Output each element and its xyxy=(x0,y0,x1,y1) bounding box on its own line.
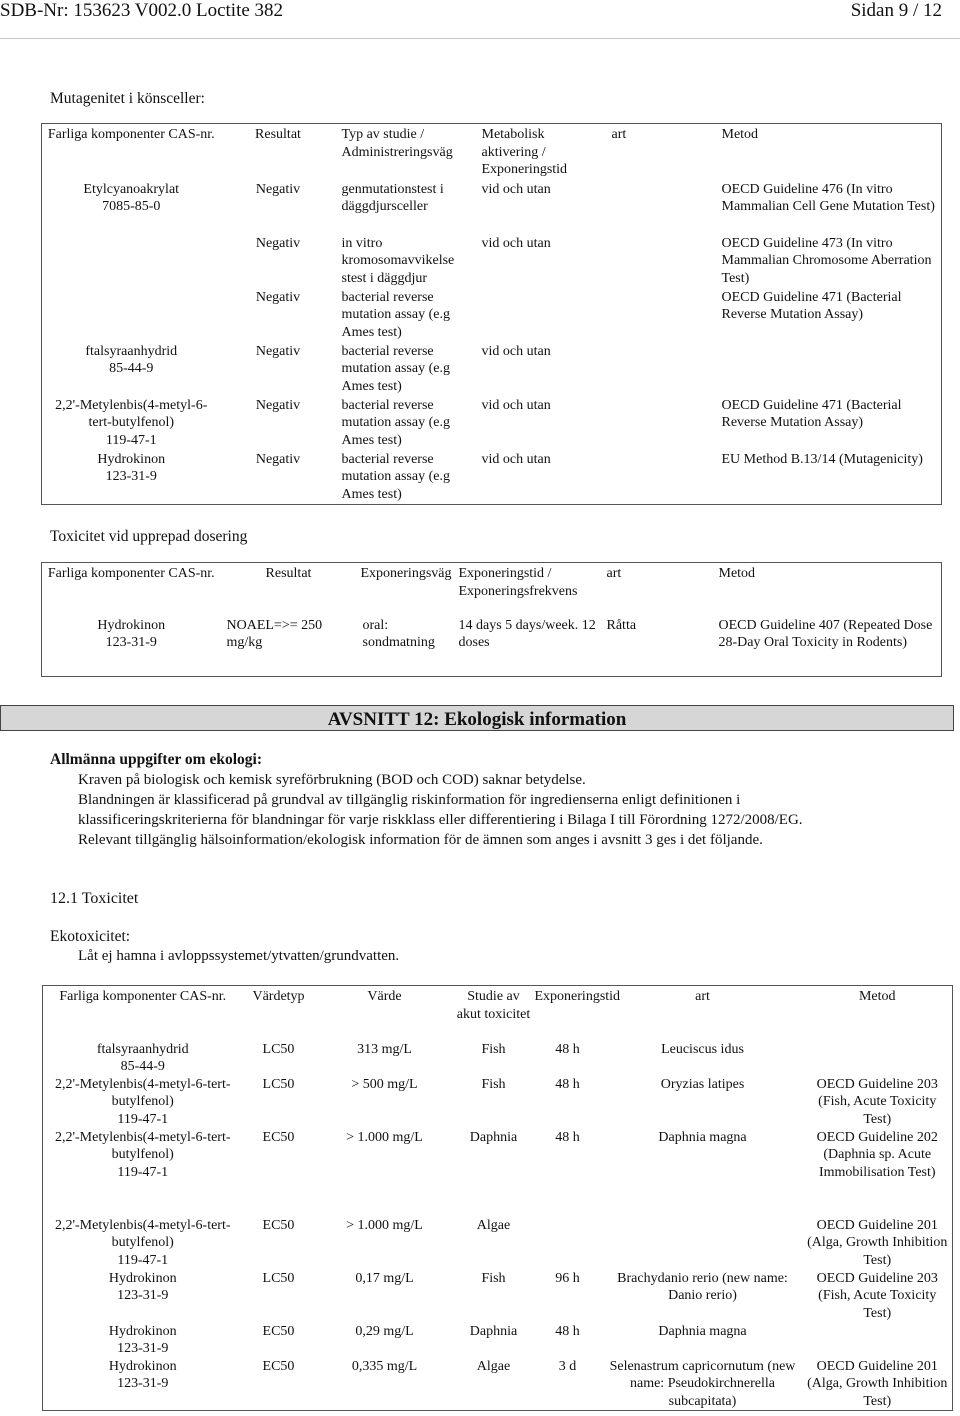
substance-name: ftalsyraanhydrid xyxy=(96,1041,189,1057)
result-cell: Negativ xyxy=(255,451,301,467)
species-cell xyxy=(606,397,714,451)
method-cell: OECD Guideline 201 (Alga, Growth Inhibition Test) xyxy=(807,1217,948,1268)
method-cell: OECD Guideline 473 (In vitro Mammalian Chromosome Aberration Test) xyxy=(721,235,932,286)
result-cell: NOAEL=>= 250 mg/kg xyxy=(226,617,323,650)
col-components: Farliga komponenter CAS-nr. xyxy=(47,566,215,581)
time-cell: 48 h xyxy=(555,1076,580,1092)
table-row xyxy=(43,1076,953,1129)
species-cell: Oryzias latipes xyxy=(660,1076,745,1092)
species-cell xyxy=(603,1217,803,1270)
result-cell: Negativ xyxy=(255,343,301,359)
study-cell: Fish xyxy=(481,1041,506,1057)
col-result: Resultat xyxy=(265,566,312,581)
col-value-type: Värdetyp xyxy=(252,989,305,1004)
result-cell: Negativ xyxy=(255,181,301,197)
study-cell: bacterial reverse mutation assay (e.g Ames test) xyxy=(341,343,450,394)
col-species: art xyxy=(611,127,627,142)
col-method: Metod xyxy=(858,989,896,1004)
value-cell: > 500 mg/L xyxy=(351,1076,418,1092)
study-cell: bacterial reverse mutation assay (e.g Ames test) xyxy=(341,451,450,502)
table-row xyxy=(42,451,942,505)
substance-cas: 119-47-1 xyxy=(117,1164,169,1180)
substance-name: Hydrokinon xyxy=(108,1270,177,1286)
species-cell xyxy=(606,289,714,343)
activation-cell: vid och utan xyxy=(481,343,551,359)
substance-name: ftalsyraanhydrid xyxy=(85,343,178,359)
substance-cell xyxy=(43,1358,243,1411)
col-duration: Exponeringstid / Exponeringsfrekvens xyxy=(458,566,578,599)
substance-name: 2,2'-Metylenbis(4-metyl-6-tert-butylfenol) xyxy=(54,1129,231,1162)
substance-cell xyxy=(42,617,221,677)
substance-cell xyxy=(43,1217,243,1270)
value-type-cell: LC50 xyxy=(262,1041,295,1057)
table-row xyxy=(43,1041,953,1076)
time-cell: 96 h xyxy=(555,1270,580,1286)
col-species: art xyxy=(606,566,622,581)
substance-cell xyxy=(43,1129,243,1217)
general-line: Blandningen är klassificerad på grundval av tillgänglig riskinformation för ingredienserna enligt definitionen i xyxy=(78,792,741,808)
method-cell: OECD Guideline 471 (Bacterial Reverse Mutation Assay) xyxy=(721,289,902,322)
page-header xyxy=(0,0,960,36)
value-cell: 0,17 mg/L xyxy=(355,1270,414,1286)
activation-cell: vid och utan xyxy=(481,451,551,467)
activation-cell: vid och utan xyxy=(481,397,551,413)
col-study: Studie av akut toxicitet xyxy=(456,989,531,1022)
species-cell xyxy=(606,181,714,235)
mutagen-header-row xyxy=(42,124,942,181)
substance-cas: 123-31-9 xyxy=(105,635,157,650)
col-value: Värde xyxy=(367,989,402,1004)
col-activation: Metabolisk aktivering / Exponeringstid xyxy=(481,127,568,177)
substance-cell xyxy=(43,1076,243,1129)
time-cell: 3 d xyxy=(558,1358,577,1374)
document-id: SDB-Nr: 153623 V002.0 Loctite 382 xyxy=(0,0,284,21)
value-type-cell: EC50 xyxy=(262,1129,295,1145)
table-row xyxy=(43,1270,953,1323)
ecotox-heading: Ekotoxicitet: xyxy=(50,928,131,945)
substance-name: 2,2'-Metylenbis(4-metyl-6-tert-butylfenol) xyxy=(55,397,208,430)
result-cell: Negativ xyxy=(255,397,301,413)
table-row xyxy=(42,181,942,235)
general-heading: Allmänna uppgifter om ekologi: xyxy=(50,751,262,768)
study-cell: Fish xyxy=(481,1076,506,1092)
time-cell xyxy=(533,1217,603,1270)
value-cell: > 1.000 mg/L xyxy=(346,1217,423,1233)
value-cell: > 1.000 mg/L xyxy=(346,1129,423,1145)
value-type-cell: EC50 xyxy=(262,1323,295,1339)
col-study-type: Typ av studie / Administreringsväg xyxy=(341,127,453,160)
species-cell: Leuciscus idus xyxy=(661,1041,744,1057)
col-exposure-time: Exponeringstid xyxy=(534,989,621,1004)
repeated-heading: Toxicitet vid upprepad dosering xyxy=(50,528,248,545)
study-cell: Algae xyxy=(476,1358,511,1374)
method-cell: OECD Guideline 201 (Alga, Growth Inhibition Test) xyxy=(807,1358,948,1409)
substance-cell xyxy=(43,1323,243,1358)
substance-name: Hydrokinon xyxy=(108,1358,177,1374)
method-cell xyxy=(714,343,942,397)
species-cell xyxy=(606,235,714,289)
substance-cas: 123-31-9 xyxy=(117,1341,169,1356)
species-cell xyxy=(606,451,714,505)
substance-name: Etylcyanoakrylat xyxy=(83,181,180,197)
ecotox-header-row xyxy=(43,986,953,1041)
study-cell: bacterial reverse mutation assay (e.g Ames test) xyxy=(341,397,450,448)
col-components: Farliga komponenter CAS-nr. xyxy=(59,989,227,1004)
species-cell: Daphnia magna xyxy=(658,1323,747,1339)
study-cell: Algae xyxy=(476,1217,511,1233)
study-cell: Daphnia xyxy=(469,1129,518,1145)
time-cell: 48 h xyxy=(555,1323,580,1339)
col-components: Farliga komponenter CAS-nr. xyxy=(47,127,215,142)
species-cell: Daphnia magna xyxy=(658,1129,747,1145)
species-cell xyxy=(606,343,714,397)
time-cell: 48 h xyxy=(555,1129,580,1145)
table-row xyxy=(43,1323,953,1358)
study-cell: bacterial reverse mutation assay (e.g Ames test) xyxy=(341,289,450,340)
col-route: Exponeringsväg xyxy=(360,566,452,581)
activation-cell: vid och utan xyxy=(481,235,551,251)
species-cell: Brachydanio rerio (new name: Danio rerio) xyxy=(617,1270,788,1303)
substance-cas: 123-31-9 xyxy=(117,1288,169,1303)
substance-cell xyxy=(42,181,221,343)
method-cell: OECD Guideline 407 (Repeated Dose 28-Day Oral Toxicity in Rodents) xyxy=(718,617,933,650)
duration-cell: 14 days 5 days/week. 12 doses xyxy=(458,617,596,650)
page-number: Sidan 9 / 12 xyxy=(850,0,942,21)
general-line: Kraven på biologisk och kemisk syreförbrukning (BOD och COD) saknar betydelse. xyxy=(78,772,586,788)
substance-cas: 119-47-1 xyxy=(117,1111,169,1127)
time-cell: 48 h xyxy=(555,1041,580,1057)
value-type-cell: EC50 xyxy=(262,1217,295,1233)
general-line: klassificeringskriterierna för blandningar för varje riskklass eller differentiering i Bilaga I till Förordning 1272/2008/EG. xyxy=(78,812,803,828)
substance-cell xyxy=(42,343,221,397)
mutagen-heading: Mutagenitet i könsceller: xyxy=(50,90,205,107)
mutagen-table xyxy=(41,123,942,505)
method-cell: OECD Guideline 203 (Fish, Acute Toxicity Test) xyxy=(816,1076,938,1127)
table-row xyxy=(42,617,942,677)
substance-cell xyxy=(42,397,221,451)
method-cell: EU Method B.13/14 (Mutagenicity) xyxy=(721,451,923,467)
table-row xyxy=(43,1358,953,1411)
route-cell: oral: sondmatning xyxy=(362,617,435,650)
table-row xyxy=(43,1217,953,1270)
substance-cas: 85-44-9 xyxy=(109,361,154,376)
value-type-cell: LC50 xyxy=(262,1270,295,1286)
method-cell: OECD Guideline 202 (Daphnia sp. Acute Immobilisation Test) xyxy=(816,1129,938,1180)
substance-cell xyxy=(43,1041,243,1076)
value-cell: 0,29 mg/L xyxy=(355,1323,414,1339)
study-cell: genmutationstest i däggdjursceller xyxy=(341,181,444,214)
table-row xyxy=(42,343,942,397)
table-row xyxy=(42,397,942,451)
method-cell: OECD Guideline 476 (In vitro Mammalian Cell Gene Mutation Test) xyxy=(721,181,935,214)
method-cell xyxy=(803,1323,953,1358)
ecotox-table xyxy=(42,985,953,1411)
study-cell: Fish xyxy=(481,1270,506,1286)
table-row xyxy=(43,1129,953,1217)
species-cell: Selenastrum capricornutum (new name: Pseudokirchnerella subcapitata) xyxy=(609,1358,796,1409)
repeated-header-row xyxy=(42,563,942,617)
col-result: Resultat xyxy=(255,127,301,142)
substance-name: 2,2'-Metylenbis(4-metyl-6-tert-butylfenol) xyxy=(54,1076,231,1109)
general-line: Relevant tillgänglig hälsoinformation/ekologisk information för de ämnen som anges i avsnitt 3 ges i det följande. xyxy=(78,832,763,848)
ecotox-text: Låt ej hamna i avloppssystemet/ytvatten/grundvatten. xyxy=(78,948,400,964)
col-method: Metod xyxy=(718,566,756,581)
value-type-cell: LC50 xyxy=(262,1076,295,1092)
substance-name: Hydrokinon xyxy=(97,617,166,633)
toxicity-heading: 12.1 Toxicitet xyxy=(50,890,139,907)
substance-name: Hydrokinon xyxy=(108,1323,177,1339)
result-cell: Negativ xyxy=(255,235,301,251)
method-cell: OECD Guideline 203 (Fish, Acute Toxicity Test) xyxy=(816,1270,938,1321)
study-cell: Daphnia xyxy=(469,1323,518,1339)
value-cell: 0,335 mg/L xyxy=(351,1358,418,1374)
species-cell: Råtta xyxy=(606,617,637,633)
value-type-cell: EC50 xyxy=(262,1358,295,1374)
substance-cas: 85-44-9 xyxy=(120,1059,165,1074)
header-divider xyxy=(0,38,960,39)
substance-cas: 123-31-9 xyxy=(105,469,157,484)
section-12-bar xyxy=(0,705,954,731)
col-species: art xyxy=(695,989,710,1004)
activation-cell: vid och utan xyxy=(481,181,551,197)
study-cell: in vitro kromosomavvikelse stest i däggdjur xyxy=(341,235,455,286)
substance-cell xyxy=(42,451,221,505)
substance-name: 2,2'-Metylenbis(4-metyl-6-tert-butylfenol) xyxy=(54,1217,231,1250)
substance-cell xyxy=(43,1270,243,1323)
value-cell: 313 mg/L xyxy=(357,1041,412,1057)
substance-cas: 119-47-1 xyxy=(117,1252,169,1268)
col-method: Metod xyxy=(721,127,759,142)
section-12-title: AVSNITT 12: Ekologisk information xyxy=(327,709,627,730)
activation-cell xyxy=(476,289,606,343)
result-cell: Negativ xyxy=(255,289,301,305)
method-cell: OECD Guideline 471 (Bacterial Reverse Mutation Assay) xyxy=(721,397,902,430)
substance-cas: 123-31-9 xyxy=(117,1376,169,1391)
method-cell xyxy=(803,1041,953,1076)
substance-name: Hydrokinon xyxy=(97,451,166,467)
repeated-table xyxy=(41,562,942,677)
substance-cas: 7085-85-0 xyxy=(102,199,161,214)
substance-cas: 119-47-1 xyxy=(105,432,157,448)
